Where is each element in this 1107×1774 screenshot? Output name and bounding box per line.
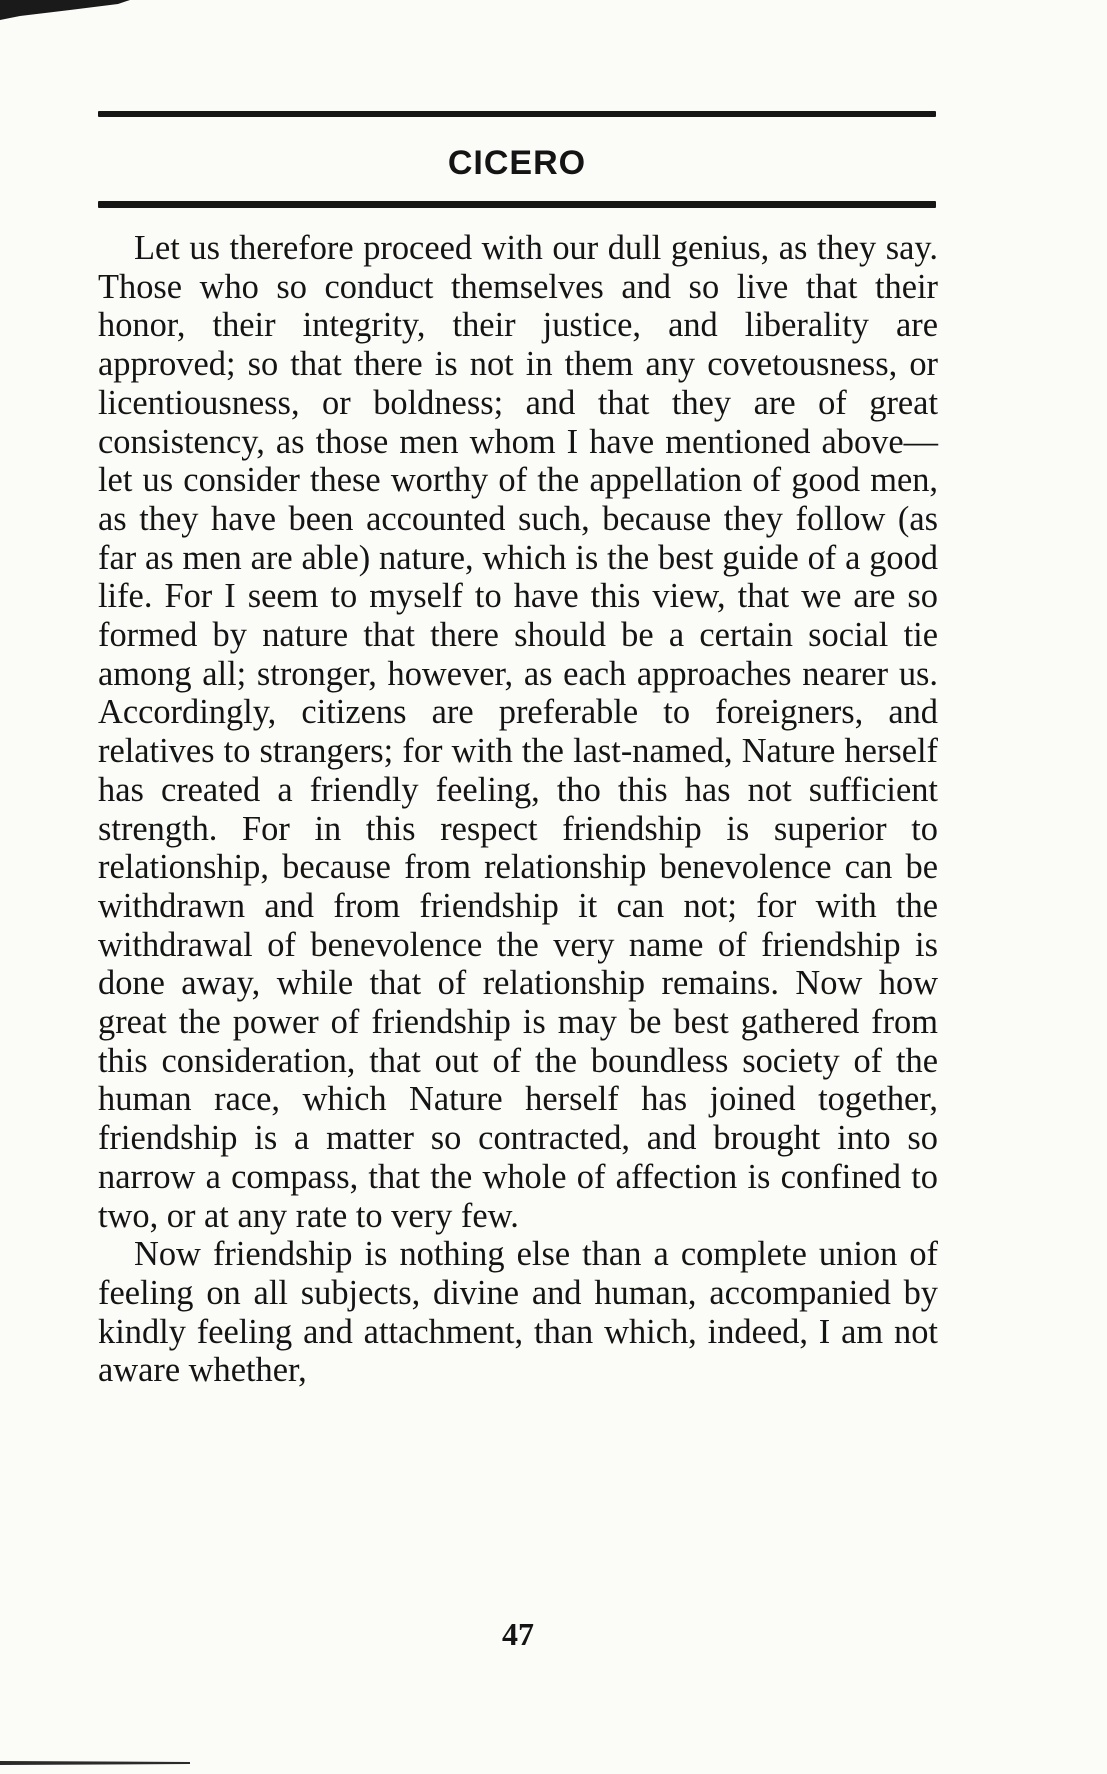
page-number: 47 <box>502 1616 534 1652</box>
body-text <box>98 229 938 1390</box>
header-rule-bottom <box>98 201 936 208</box>
paragraph-1: Let us therefore proceed with our dull genius, as they say. Those who so conduct themselves and so live that their honor, their integrity, their justice, and liberality are approved; so that there is not in them any covetousness, or licentiousness, or boldness; and that they are of great consistency, as those men whom I have mentioned above—let us consider these worthy of the appellation of good men, as they have been accounted such, because they follow (as far as men are able) nature, which is the best guide of a good life. For I seem to myself to have this view, that we are so formed by nature that there should be a certain social tie among all; stronger, however, as each approaches nearer us. Accordingly, citizens are preferable to foreigners, and relatives to strangers; for with the last-named, Nature herself has created a friendly feeling, tho this has not sufficient strength. For in this respect friendship is superior to relationship, because from relationship benevolence can be withdrawn and from friendship it can not; for with the withdrawal of benevolence the very name of friendship is done away, while that of relationship remains. Now how great the power of friendship is may be best gathered from this consideration, that out of the boundless society of the human race, which Nature herself has joined together, friendship is a matter so contracted, and brought into so narrow a compass, that the whole of affection is confined to two, or at any rate to very few. <box>98 229 938 1235</box>
paragraph-2: Now friendship is nothing else than a complete union of feeling on all subjects, divine and human, accompanied by kindly feeling and attachment, than which, indeed, I am not aware whether, <box>98 1235 938 1390</box>
header-rule-top <box>98 111 936 117</box>
running-head: CICERO <box>447 144 587 182</box>
scan-edge-mark <box>0 0 130 22</box>
scan-edge-mark-bottom <box>0 1760 190 1766</box>
